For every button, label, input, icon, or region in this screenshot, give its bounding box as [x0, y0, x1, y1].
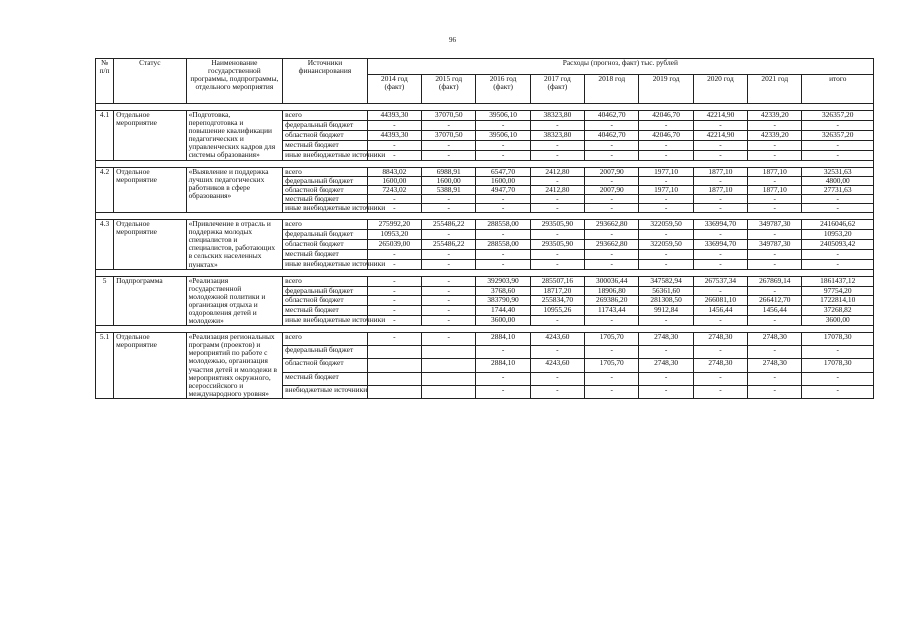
value-cell: 255486,22	[422, 220, 476, 230]
value-cell: 9912,84	[639, 306, 693, 316]
value-cell: -	[367, 259, 421, 269]
value-cell: 266081,10	[693, 296, 747, 306]
value-cell: -	[693, 150, 747, 160]
row-status: Подпрограмма	[114, 276, 186, 326]
value-cell: -	[367, 276, 421, 286]
total-cell: -	[802, 194, 874, 203]
funding-source: местный бюджет	[283, 194, 368, 203]
value-cell: -	[585, 372, 639, 385]
value-cell: -	[748, 372, 802, 385]
value-cell: 267869,14	[748, 276, 802, 286]
total-cell: 326357,20	[802, 130, 874, 140]
value-cell: 255834,70	[530, 296, 584, 306]
value-cell: -	[422, 259, 476, 269]
value-cell: -	[476, 385, 530, 398]
value-cell: -	[585, 229, 639, 239]
header-year: 2015 год (факт)	[422, 74, 476, 103]
value-cell: 38323,80	[530, 130, 584, 140]
funding-source: областной бюджет	[283, 239, 368, 249]
funding-source: всего	[283, 333, 368, 346]
value-cell: -	[367, 150, 421, 160]
value-cell: -	[748, 229, 802, 239]
funding-source: всего	[283, 167, 368, 176]
value-cell: -	[639, 150, 693, 160]
value-cell: 1977,10	[639, 167, 693, 176]
table-row	[96, 111, 874, 121]
row-measure-name: «Реализация региональных программ (проектов) и мероприятий по работе с молодежью, организация участия детей и молодежи в мероприятиях окружного, всероссийского и международного уровня»	[186, 333, 283, 399]
value-cell: 285507,16	[530, 276, 584, 286]
value-cell: -	[748, 346, 802, 359]
value-cell: 40462,70	[585, 111, 639, 121]
total-cell: 32531,63	[802, 167, 874, 176]
value-cell: 2007,90	[585, 167, 639, 176]
value-cell: -	[585, 259, 639, 269]
value-cell: 288558,00	[476, 239, 530, 249]
value-cell: -	[639, 203, 693, 212]
value-cell	[422, 385, 476, 398]
value-cell: -	[367, 316, 421, 326]
value-cell: -	[639, 385, 693, 398]
value-cell: -	[693, 372, 747, 385]
value-cell: -	[422, 229, 476, 239]
value-cell: -	[476, 259, 530, 269]
total-cell: -	[802, 259, 874, 269]
value-cell: 2748,30	[693, 359, 747, 372]
value-cell: 267537,34	[693, 276, 747, 286]
value-cell: -	[693, 229, 747, 239]
value-cell: -	[422, 203, 476, 212]
table-row	[96, 220, 874, 230]
value-cell: -	[748, 249, 802, 259]
value-cell: -	[693, 194, 747, 203]
value-cell: 44393,30	[367, 130, 421, 140]
value-cell: 10955,26	[530, 306, 584, 316]
value-cell: -	[639, 259, 693, 269]
total-cell: 97754,20	[802, 286, 874, 296]
value-cell: -	[530, 203, 584, 212]
value-cell: 293505,90	[530, 220, 584, 230]
value-cell: 8843,02	[367, 167, 421, 176]
value-cell: -	[530, 229, 584, 239]
value-cell: 37070,50	[422, 111, 476, 121]
value-cell: -	[367, 203, 421, 212]
header-total: итого	[802, 74, 874, 103]
value-cell: 269386,20	[585, 296, 639, 306]
value-cell: -	[748, 120, 802, 130]
value-cell: 1456,44	[693, 306, 747, 316]
total-cell: 1861437,12	[802, 276, 874, 286]
value-cell: -	[422, 316, 476, 326]
value-cell: -	[585, 249, 639, 259]
total-cell: 27731,63	[802, 185, 874, 194]
row-status: Отдельное мероприятие	[114, 111, 186, 161]
total-cell: 10953,20	[802, 229, 874, 239]
table-row	[96, 276, 874, 286]
value-cell: -	[367, 249, 421, 259]
total-cell: 17078,30	[802, 333, 874, 346]
header-year: 2021 год	[748, 74, 802, 103]
value-cell: -	[693, 249, 747, 259]
total-cell: -	[802, 372, 874, 385]
value-cell: -	[476, 229, 530, 239]
value-cell: 288558,00	[476, 220, 530, 230]
row-measure-name: «Привлечение в отрасль и поддержка молодых специалистов и специалистов, работающих в сельских населенных пунктах»	[186, 220, 283, 270]
value-cell: 10953,20	[367, 229, 421, 239]
row-measure-name: «Выявление и поддержка лучших педагогических работников в сфере образования»	[186, 167, 283, 212]
value-cell: -	[693, 316, 747, 326]
value-cell: -	[530, 176, 584, 185]
total-cell: -	[802, 203, 874, 212]
value-cell: 42339,20	[748, 111, 802, 121]
value-cell	[422, 372, 476, 385]
value-cell: -	[748, 176, 802, 185]
spacer-cell	[96, 160, 874, 167]
value-cell: -	[693, 203, 747, 212]
row-number: 5.1	[96, 333, 114, 399]
value-cell: 1977,10	[639, 185, 693, 194]
total-cell: -	[802, 249, 874, 259]
value-cell: 349787,30	[748, 239, 802, 249]
row-measure-name: «Подготовка, переподготовка и повышение квалификации педагогических и управленческих кадров для системы образования»	[186, 111, 283, 161]
value-cell: 2748,30	[748, 333, 802, 346]
value-cell: 293505,90	[530, 239, 584, 249]
value-cell: -	[585, 385, 639, 398]
value-cell: -	[476, 140, 530, 150]
value-cell: -	[367, 140, 421, 150]
funding-source: иные внебюджетные источники	[283, 203, 368, 212]
funding-source: местный бюджет	[283, 140, 368, 150]
funding-source: областной бюджет	[283, 185, 368, 194]
value-cell: 293662,80	[585, 220, 639, 230]
row-number: 5	[96, 276, 114, 326]
header-year: 2020 год	[693, 74, 747, 103]
value-cell	[422, 359, 476, 372]
value-cell: -	[693, 140, 747, 150]
value-cell: 1877,10	[748, 185, 802, 194]
value-cell: 4947,70	[476, 185, 530, 194]
value-cell: -	[639, 176, 693, 185]
table-row	[96, 333, 874, 346]
value-cell: 255486,22	[422, 239, 476, 249]
value-cell: -	[422, 120, 476, 130]
value-cell: -	[530, 385, 584, 398]
value-cell: 2884,10	[476, 333, 530, 346]
value-cell: -	[639, 316, 693, 326]
funding-source: областной бюджет	[283, 359, 368, 372]
funding-source: местный бюджет	[283, 372, 368, 385]
value-cell: 39506,10	[476, 111, 530, 121]
value-cell: 1877,10	[693, 185, 747, 194]
value-cell: -	[639, 372, 693, 385]
table-row	[96, 167, 874, 176]
value-cell: 392903,90	[476, 276, 530, 286]
value-cell: 281308,50	[639, 296, 693, 306]
value-cell: 266412,70	[748, 296, 802, 306]
value-cell: 2748,30	[748, 359, 802, 372]
value-cell: 300036,44	[585, 276, 639, 286]
value-cell: 42214,90	[693, 111, 747, 121]
value-cell: -	[585, 203, 639, 212]
page-number: 96	[449, 36, 456, 44]
value-cell: 2748,30	[693, 333, 747, 346]
header-year: 2018 год	[585, 74, 639, 103]
value-cell: -	[422, 249, 476, 259]
funding-source: иные внебюджетные источники	[283, 259, 368, 269]
value-cell	[367, 372, 421, 385]
value-cell: -	[367, 120, 421, 130]
value-cell: 37070,50	[422, 130, 476, 140]
value-cell	[367, 385, 421, 398]
budget-table	[95, 58, 874, 399]
value-cell: 383790,90	[476, 296, 530, 306]
value-cell: -	[585, 120, 639, 130]
row-status: Отдельное мероприятие	[114, 333, 186, 399]
value-cell: -	[367, 333, 421, 346]
funding-source: местный бюджет	[283, 306, 368, 316]
value-cell: -	[693, 346, 747, 359]
value-cell	[422, 346, 476, 359]
value-cell: -	[639, 140, 693, 150]
header-expenses: Расходы (прогноз, факт) тыс. рублей	[367, 59, 873, 75]
value-cell: 18906,80	[585, 286, 639, 296]
value-cell: -	[476, 203, 530, 212]
value-cell: 293662,80	[585, 239, 639, 249]
funding-source: местный бюджет	[283, 249, 368, 259]
value-cell: -	[585, 346, 639, 359]
value-cell: 40462,70	[585, 130, 639, 140]
row-status: Отдельное мероприятие	[114, 167, 186, 212]
total-cell: 37268,82	[802, 306, 874, 316]
value-cell: 275992,20	[367, 220, 421, 230]
value-cell: -	[422, 150, 476, 160]
row-status: Отдельное мероприятие	[114, 220, 186, 270]
value-cell: -	[693, 176, 747, 185]
header-num: № п/п	[96, 59, 114, 104]
value-cell: 322059,50	[639, 239, 693, 249]
total-cell: -	[802, 346, 874, 359]
value-cell: 1456,44	[748, 306, 802, 316]
value-cell: -	[639, 249, 693, 259]
value-cell: -	[693, 259, 747, 269]
value-cell: 44393,30	[367, 111, 421, 121]
value-cell: -	[639, 346, 693, 359]
value-cell: -	[530, 316, 584, 326]
value-cell: 1600,00	[367, 176, 421, 185]
value-cell: -	[530, 194, 584, 203]
value-cell: 18717,20	[530, 286, 584, 296]
value-cell: 39506,10	[476, 130, 530, 140]
value-cell: 42046,70	[639, 111, 693, 121]
value-cell: -	[748, 286, 802, 296]
value-cell: 336994,70	[693, 220, 747, 230]
funding-source: федеральный бюджет	[283, 229, 368, 239]
value-cell: -	[367, 286, 421, 296]
value-cell: -	[530, 259, 584, 269]
value-cell: -	[748, 316, 802, 326]
value-cell: -	[748, 203, 802, 212]
value-cell: 2748,30	[639, 359, 693, 372]
value-cell: -	[748, 140, 802, 150]
table-header	[96, 59, 874, 104]
value-cell: 2412,80	[530, 167, 584, 176]
value-cell: 2412,80	[530, 185, 584, 194]
value-cell: -	[530, 346, 584, 359]
value-cell: 1600,00	[476, 176, 530, 185]
value-cell: -	[422, 276, 476, 286]
value-cell	[367, 359, 421, 372]
total-cell: -	[802, 150, 874, 160]
value-cell: -	[367, 296, 421, 306]
funding-source: иные внебюджетные источники	[283, 150, 368, 160]
value-cell: -	[422, 296, 476, 306]
value-cell: 11743,44	[585, 306, 639, 316]
funding-source: всего	[283, 276, 368, 286]
value-cell: 347582,94	[639, 276, 693, 286]
value-cell: -	[530, 249, 584, 259]
header-year: 2019 год	[639, 74, 693, 103]
value-cell: -	[367, 194, 421, 203]
value-cell: -	[422, 286, 476, 296]
value-cell: 2007,90	[585, 185, 639, 194]
value-cell: -	[422, 306, 476, 316]
value-cell: 1877,10	[748, 167, 802, 176]
header-source: Источники финансирования	[283, 59, 368, 104]
value-cell: 56361,60	[639, 286, 693, 296]
value-cell: 38323,80	[530, 111, 584, 121]
value-cell: -	[585, 150, 639, 160]
value-cell: 1705,70	[585, 333, 639, 346]
value-cell: -	[422, 333, 476, 346]
funding-source: всего	[283, 111, 368, 121]
value-cell: -	[476, 194, 530, 203]
value-cell: 1705,70	[585, 359, 639, 372]
value-cell: -	[585, 176, 639, 185]
header-name: Наименование государственной программы, подпрограммы, отдельного мероприятия	[186, 59, 283, 104]
value-cell: 1877,10	[693, 167, 747, 176]
funding-source: федеральный бюджет	[283, 286, 368, 296]
value-cell: 42214,90	[693, 130, 747, 140]
value-cell: 349787,30	[748, 220, 802, 230]
funding-source: областной бюджет	[283, 296, 368, 306]
funding-source: всего	[283, 220, 368, 230]
section-spacer	[96, 160, 874, 167]
total-cell: 326357,20	[802, 111, 874, 121]
value-cell: -	[639, 194, 693, 203]
row-number: 4.2	[96, 167, 114, 212]
value-cell: -	[748, 259, 802, 269]
funding-source: федеральный бюджет	[283, 176, 368, 185]
header-year: 2016 год (факт)	[476, 74, 530, 103]
funding-source: внебюджетные источники	[283, 385, 368, 398]
value-cell: -	[422, 140, 476, 150]
funding-source: федеральный бюджет	[283, 346, 368, 359]
value-cell: -	[585, 194, 639, 203]
header-status: Статус	[114, 59, 186, 104]
total-cell: -	[802, 120, 874, 130]
value-cell: 3600,00	[476, 316, 530, 326]
value-cell: -	[693, 120, 747, 130]
total-cell: 3600,00	[802, 316, 874, 326]
value-cell: 2748,30	[639, 333, 693, 346]
value-cell: -	[422, 194, 476, 203]
header-year: 2014 год (факт)	[367, 74, 421, 103]
value-cell: -	[748, 194, 802, 203]
value-cell: 1744,40	[476, 306, 530, 316]
row-number: 4.3	[96, 220, 114, 270]
value-cell: -	[530, 150, 584, 160]
value-cell: 42046,70	[639, 130, 693, 140]
total-cell: 4800,00	[802, 176, 874, 185]
value-cell: 1600,00	[422, 176, 476, 185]
value-cell: -	[530, 120, 584, 130]
total-cell: 2405093,42	[802, 239, 874, 249]
value-cell: -	[748, 385, 802, 398]
value-cell: 336994,70	[693, 239, 747, 249]
value-cell: 4243,60	[530, 359, 584, 372]
value-cell	[367, 346, 421, 359]
value-cell: 2884,10	[476, 359, 530, 372]
funding-source: иные внебюджетные источники	[283, 316, 368, 326]
value-cell: -	[530, 140, 584, 150]
header-year: 2017 год (факт)	[530, 74, 584, 103]
value-cell: -	[476, 372, 530, 385]
value-cell: 6988,91	[422, 167, 476, 176]
total-cell: -	[802, 385, 874, 398]
value-cell: 7243,02	[367, 185, 421, 194]
total-cell: 1722814,10	[802, 296, 874, 306]
value-cell: 4243,60	[530, 333, 584, 346]
value-cell: -	[476, 249, 530, 259]
value-cell: -	[693, 385, 747, 398]
funding-source: областной бюджет	[283, 130, 368, 140]
total-cell: -	[802, 140, 874, 150]
value-cell: -	[748, 150, 802, 160]
value-cell: -	[585, 316, 639, 326]
value-cell: -	[639, 120, 693, 130]
value-cell: -	[639, 229, 693, 239]
value-cell: 5388,91	[422, 185, 476, 194]
value-cell: -	[476, 346, 530, 359]
value-cell: 3768,60	[476, 286, 530, 296]
total-cell: 2416046,62	[802, 220, 874, 230]
value-cell: -	[530, 372, 584, 385]
row-number: 4.1	[96, 111, 114, 161]
value-cell: -	[476, 150, 530, 160]
value-cell: 42339,20	[748, 130, 802, 140]
funding-source: федеральный бюджет	[283, 120, 368, 130]
value-cell: 322059,50	[639, 220, 693, 230]
value-cell: -	[367, 306, 421, 316]
value-cell: 265039,00	[367, 239, 421, 249]
row-measure-name: «Реализация государственной молодежной политики и организация отдыха и оздоровления детей и молодежи»	[186, 276, 283, 326]
value-cell: -	[693, 286, 747, 296]
value-cell: -	[476, 120, 530, 130]
value-cell: 6547,70	[476, 167, 530, 176]
total-cell: 17078,30	[802, 359, 874, 372]
value-cell: -	[585, 140, 639, 150]
table-body	[96, 104, 874, 399]
